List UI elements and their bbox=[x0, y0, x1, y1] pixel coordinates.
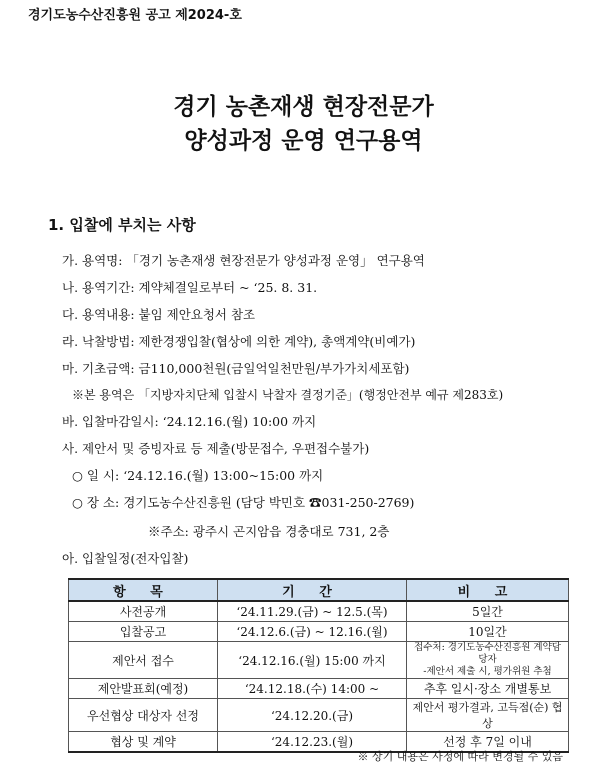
cell-period: ‘24.11.29.(금) ~ 12.5.(목) bbox=[218, 601, 407, 622]
column-header-note: 비 고 bbox=[407, 579, 569, 601]
item-bid-deadline: 바. 입찰마감일시: ‘24.12.16.(월) 10:00 까지 bbox=[62, 414, 317, 429]
table-row bbox=[69, 622, 569, 642]
cell-note: 5일간 bbox=[407, 601, 569, 622]
footnote: ※ 상기 내용은 사정에 따라 변경될 수 있음 bbox=[357, 750, 563, 763]
table-row bbox=[69, 699, 569, 732]
cell-period: ‘24.12.18.(수) 14:00 ~ bbox=[218, 679, 407, 699]
item-regulation-note: ※본 용역은 「지방자치단체 입찰시 낙찰자 결정기준」(행정안전부 예규 제283호) bbox=[72, 388, 504, 402]
item-submission-date: ○ 일 시: ‘24.12.16.(월) 13:00~15:00 까지 bbox=[72, 468, 324, 483]
item-service-name: 가. 용역명: 「경기 농촌재생 현장전문가 양성과정 운영」 연구용역 bbox=[62, 253, 425, 268]
cell-period: ‘24.12.16.(월) 15:00 까지 bbox=[218, 642, 407, 679]
cell-item: 우선협상 대상자 선정 bbox=[69, 699, 218, 732]
cell-item: 사전공개 bbox=[69, 601, 218, 622]
cell-note: 10일간 bbox=[407, 622, 569, 642]
cell-period: ‘24.12.6.(금) ~ 12.16.(월) bbox=[218, 622, 407, 642]
table-header-row bbox=[69, 579, 569, 601]
cell-item: 협상 및 계약 bbox=[69, 732, 218, 753]
cell-item: 제안서 접수 bbox=[69, 642, 218, 679]
item-base-amount: 마. 기초금액: 금110,000천원(금일억일천만원/부가가치세포함) bbox=[62, 361, 410, 376]
cell-note: 추후 일시·장소 개별통보 bbox=[407, 679, 569, 699]
table-row bbox=[69, 601, 569, 622]
item-submission-address: ※주소: 광주시 곤지암읍 경충대로 731, 2층 bbox=[148, 524, 390, 539]
document-title-line2: 양성과정 운영 연구용역 bbox=[184, 128, 423, 154]
schedule-table bbox=[68, 578, 569, 753]
cell-note: 제안서 평가결과, 고득점(순) 협상 bbox=[407, 699, 569, 732]
notice-number: 경기도농수산진흥원 공고 제2024-호 bbox=[28, 8, 242, 23]
cell-item: 입찰공고 bbox=[69, 622, 218, 642]
item-service-content: 다. 용역내용: 붙임 제안요청서 참조 bbox=[62, 307, 256, 322]
cell-period: ‘24.12.23.(월) bbox=[218, 732, 407, 753]
item-service-period: 나. 용역기간: 계약체결일로부터 ~ ‘25. 8. 31. bbox=[62, 280, 318, 295]
item-bid-schedule: 아. 입찰일정(전자입찰) bbox=[62, 551, 189, 566]
cell-note: 선정 후 7일 이내 bbox=[407, 732, 569, 753]
column-header-item: 항 목 bbox=[69, 579, 218, 601]
cell-item: 제안발표회(예정) bbox=[69, 679, 218, 699]
item-award-method: 라. 낙찰방법: 제한경쟁입찰(협상에 의한 계약), 총액계약(비예가) bbox=[62, 334, 416, 349]
item-submission: 사. 제안서 및 증빙자료 등 제출(방문접수, 우편접수불가) bbox=[62, 441, 370, 456]
item-submission-place: ○ 장 소: 경기도농수산진흥원 (담당 박민호 ☎031-250-2769) bbox=[72, 495, 415, 510]
column-header-period: 기 간 bbox=[218, 579, 407, 601]
cell-note: 접수처: 경기도농수산진흥원 계약담당자 -제안서 제출 시, 평가위원 추첨 bbox=[407, 642, 569, 679]
cell-period: ‘24.12.20.(금) bbox=[218, 699, 407, 732]
section-heading: 1. 입찰에 부치는 사항 bbox=[48, 216, 196, 234]
table-row bbox=[69, 679, 569, 699]
document-title-line1: 경기 농촌재생 현장전문가 bbox=[173, 94, 434, 120]
table-row bbox=[69, 642, 569, 679]
